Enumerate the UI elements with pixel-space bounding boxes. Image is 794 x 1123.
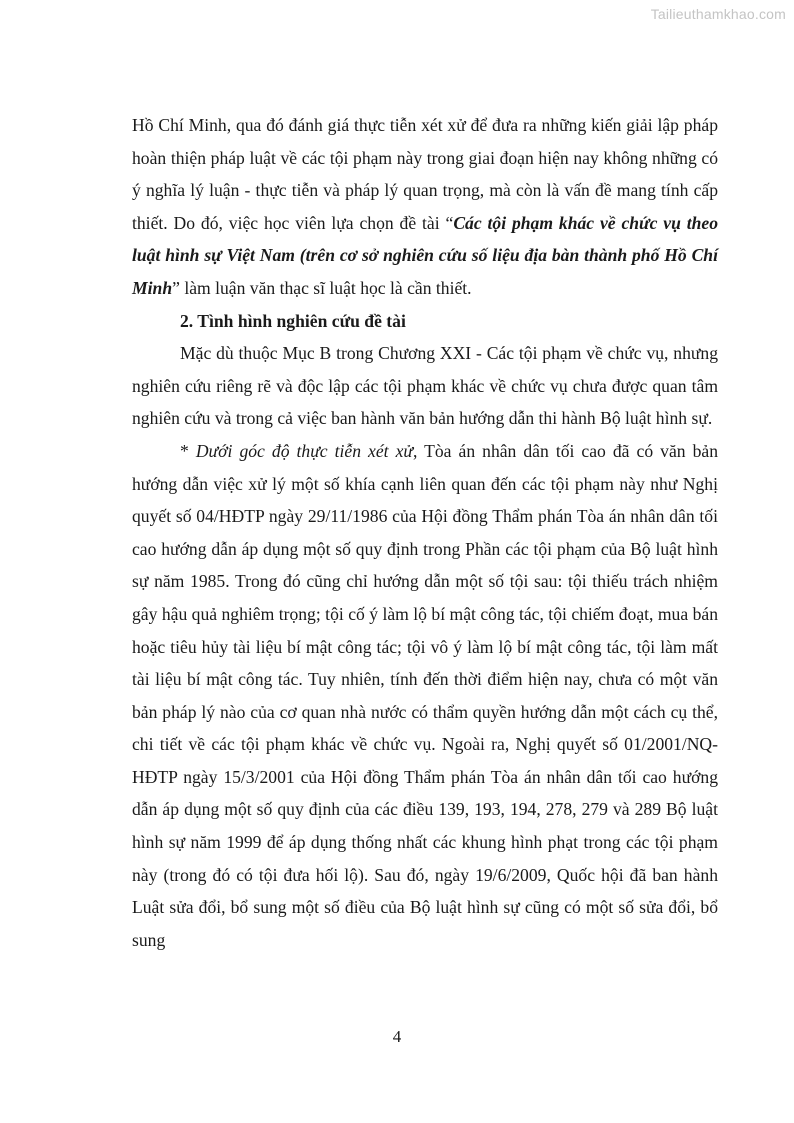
paragraph-research-status: Mặc dù thuộc Mục B trong Chương XXI - Các tội phạm về chức vụ, nhưng nghiên cứu riêng rẽ và độc lập các tội phạm khác về chức vụ chưa được quan tâm nghiên cứu và trong cả việc ban hành văn bản hướng dẫn thi hành Bộ luật hình sự. — [132, 343, 718, 429]
watermark-text: Tailieuthamkhao.com — [650, 6, 786, 22]
paragraph-judicial-practice — [132, 435, 718, 957]
paragraph-text: ” làm luận văn thạc sĩ luật học là cần thiết. — [172, 277, 472, 298]
paragraph-text: , Tòa án nhân dân tối cao đã có văn bản hướng dẫn việc xử lý một số khía cạnh liên quan đến các tội phạm này như Nghị quyết số 04/HĐTP ngày 29/11/1986 của Hội đồng Thẩm phán Tòa án nhân dân tối cao hướng dẫn áp dụng một số quy định trong Phần các tội phạm của Bộ luật hình sự năm 1985. Trong đó cũng chỉ hướng dẫn một số tội sau: tội thiếu trách nhiệm gây hậu quả nghiêm trọng; tội cố ý làm lộ bí mật công tác, tội chiếm đoạt, mua bán hoặc tiêu hủy tài liệu bí mật công tác; tội vô ý làm lộ bí mật công tác, tội làm mất tài liệu bí mật công tác. Tuy nhiên, tính đến thời điểm hiện nay, chưa có một văn bản pháp lý nào của cơ quan nhà nước có thẩm quyền hướng dẫn một cách cụ thể, chi tiết về các tội phạm khác về chức vụ. Ngoài ra, Nghị quyết số 01/2001/NQ-HĐTP ngày 15/3/2001 của Hội đồng Thẩm phán Tòa án nhân dân tối cao hướng dẫn áp dụng một số quy định của các điều 139, 193, 194, 278, 279 và 289 Bộ luật hình sự năm 1999 để áp dụng thống nhất các khung hình phạt trong các tội phạm này (trong đó có tội đưa hối lộ). Sau đó, ngày 19/6/2009, Quốc hội đã ban hành Luật sửa đổi, bổ sung một số điều của Bộ luật hình sự cũng có một số sửa đổi, bổ sung — [132, 440, 718, 950]
paragraph-intro-continuation — [132, 109, 718, 305]
paragraph-text: Hồ Chí Minh, qua đó đánh giá thực tiễn xét xử để đưa ra những kiến giải lập pháp hoàn thiện pháp luật về các tội phạm này trong giai đoạn hiện nay không những có ý nghĩa lý luận - thực tiễn và pháp lý quan trọng, mà còn là vấn đề mang tính cấp thiết. Do đó, việc học viên lựa chọn đề tài “ — [132, 115, 718, 233]
page-number: 4 — [392, 1027, 402, 1046]
bullet-marker: * — [180, 440, 196, 461]
emphasis-phrase: Dưới góc độ thực tiễn xét xử — [195, 440, 414, 461]
thesis-title: Các tội phạm khác về chức vụ theo luật hình sự Việt Nam (trên cơ sở nghiên cứu số liệu địa bàn thành phố Hồ Chí Minh — [132, 212, 719, 298]
section-heading: 2. Tình hình nghiên cứu đề tài — [180, 310, 406, 331]
document-body — [132, 109, 718, 956]
